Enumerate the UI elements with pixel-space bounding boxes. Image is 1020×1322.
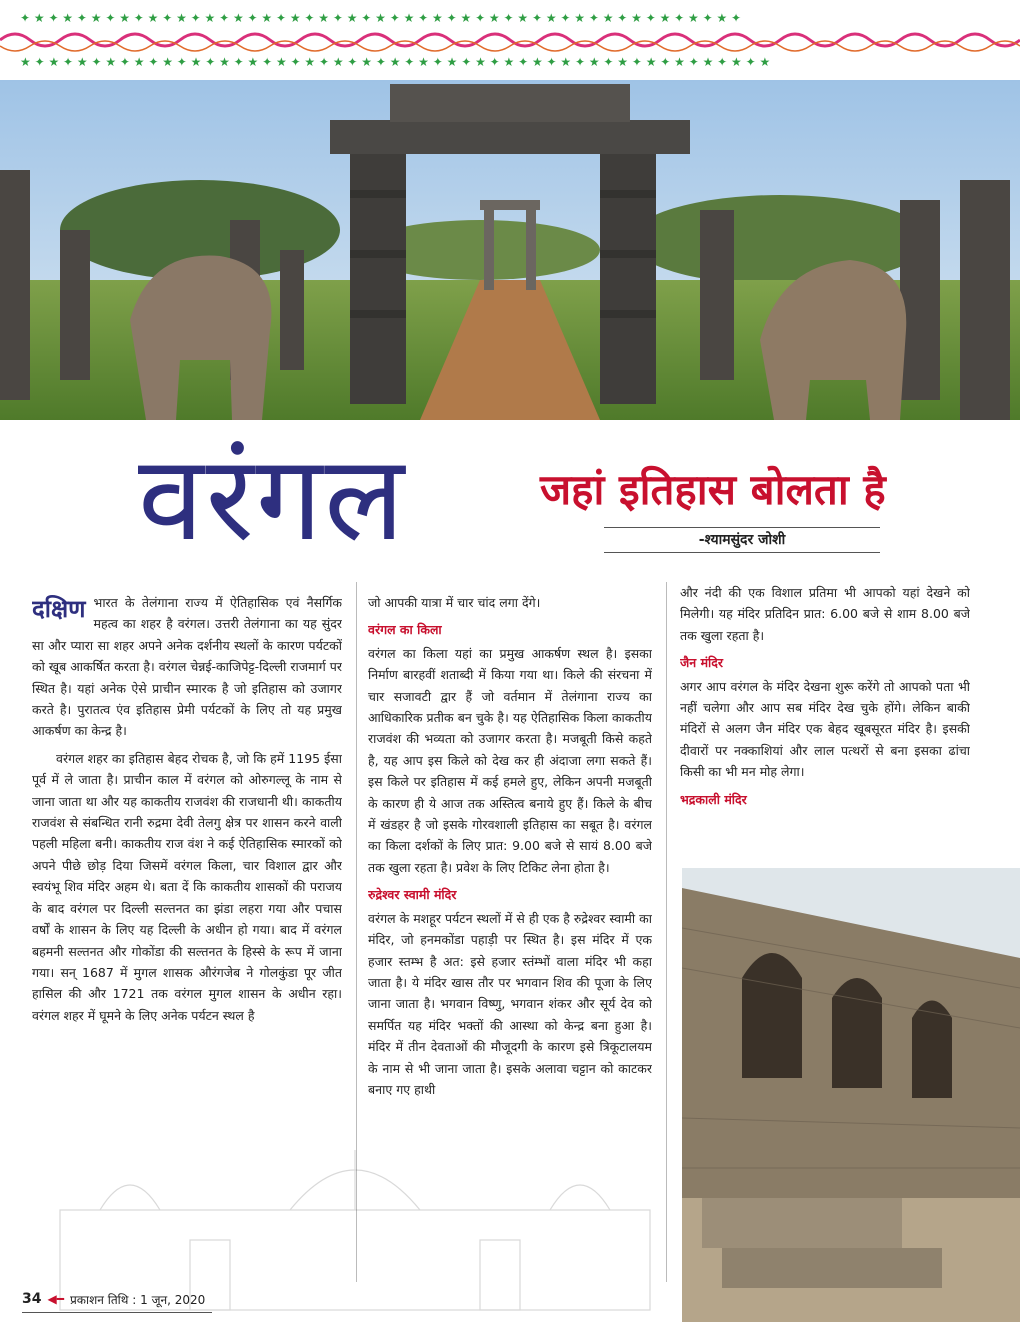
page-footer bbox=[22, 1288, 205, 1310]
paragraph: अगर आप वरंगल के मंदिर देखना शुरू करेंगे तो आपको पता भी नहीं चलेगा और आप सब मंदिर देख चुके होंगे। लेकिन बाकी मंदिरों से अलग जैन मंदिर एक बेहद खूबसूरत मंदिर है। इसकी दीवारों पर नक्काशियां और लाल पत्थरों से बना इसका ढांचा किसी का भी मन मोह लेगा। bbox=[680, 678, 970, 780]
paragraph: भारत के तेलंगाना राज्य में ऐतिहासिक एवं नैसर्गिक महत्व का शहर है वरंगल। उत्तरी तेलंगाना का यह सुंदर सा और प्यारा सा शहर अपने अनेक दर्शनीय स्थलों के कारण पर्यटकों को खूब आकर्षित करता है। वरंगल चेन्नई-काजिपेट्ट-दिल्ली राजमार्ग पर स्थित है। यहां अनेक ऐसे प्राचीन स्मारक है जो इतिहास को उजागर करते है। पुरातत्व एंव इतिहास प्रेमी पर्यटकों के लिए तो यह प्रमुख आकर्षण का केन्द्र है। bbox=[32, 595, 342, 739]
paragraph: और नंदी की एक विशाल प्रतिमा भी आपको यहां देखने को मिलेगी। यह मंदिर प्रतिदिन प्रात: 6.00 बजे से शाम 8.00 बजे तक खुला रहता है। bbox=[680, 585, 970, 643]
paragraph: वरंगल के मशहूर पर्यटन स्थलों में से ही एक है रुद्रेश्वर स्वामी का मंदिर, जो हनमकोंडा पहाड़ी पर स्थित है। इस मंदिर में एक हजार स्तम्भ है अत: इसे हजार स्तंम्भों वाला मंदिर भी कहा जाता है। ये मंदिर खास तौर पर भगवान शिव की पूजा के लिए जाना जाता है। भगवान विष्णु, भगवान शंकर और सूर्य देव को समर्पित यह मंदिर भक्तों की आस्था को केन्द्र बना हुआ है। मंदिर में तीन देवताओं की मौजूदगी के कारण इसे त्रिकूटालयम के नाम से भी जाना जाता है। इसके अलावा चट्टान को काटकर बनाए गए हाथी bbox=[368, 910, 652, 1097]
dropcap-word: दक्षिण bbox=[32, 595, 86, 623]
article-column-1 bbox=[32, 592, 342, 1260]
arrow-left-icon: ◀━ bbox=[47, 1292, 64, 1306]
hero-photo-warangal-gateway bbox=[0, 80, 1020, 420]
column-divider bbox=[356, 582, 357, 1282]
paragraph: वरंगल शहर का इतिहास बेहद रोचक है, जो कि हमें 1195 ईसा पूर्व में ले जाता है। प्राचीन काल में वरंगल को ओरुगल्लू के नाम से जाना जाता था और यह काकतीय राजवंश की राजधानी थी। काकतीय राजवंश से संबन्धित रानी रुद्रमा देवी तेलगु क्षेत्र पर शासन करने वाली पहली महिला बनी। काकतीय राज वंश ने कई ऐतिहासिक स्मारकों को अपने पीछे छोड़ दिया जिसमें वरंगल किला, चार विशाल द्वार और स्वयंभू शिव मंदिर अहम थे। बता दें कि काकतीय शासकों की पराजय के बाद वरंगल पर दिल्ली सल्तनत का झंडा लहरा गया और पचास वर्षों के शासन के लिए यह दिल्ली के अधीन हो गया। बाद में वरंगल बहमनी सल्तनत और गोकोंडा की सल्तनत के हिस्से के रूप में जाना गया। सन् 1687 में मुगल शासक औरंगजेब ने गोलकुंडा पूर जीत हासिल की और 1721 तक वरंगल मुगल शासन के अधीन रहा। वरंगल शहर में घूमने के लिए अनेक पर्यटन स्थल है bbox=[32, 750, 342, 1023]
section-heading-rudreshwar-temple: रुद्रेश्वर स्वामी मंदिर bbox=[368, 887, 457, 903]
publication-date: प्रकाशन तिथि : 1 जून, 2020 bbox=[69, 1292, 206, 1307]
page-subtitle: जहां इतिहास बोलता है bbox=[540, 465, 886, 514]
author-byline: -श्यामसुंदर जोशी bbox=[604, 527, 880, 553]
article-column-2 bbox=[368, 592, 652, 1250]
section-heading-jain-temple: जैन मंदिर bbox=[680, 655, 724, 671]
footer-rule bbox=[22, 1312, 212, 1313]
fort-ruins-photo bbox=[682, 868, 1020, 1322]
article-column-3 bbox=[680, 582, 970, 842]
page-title: वरंगल bbox=[138, 429, 407, 567]
svg-text:✦ ★ ✦ ★ ✦ ★ ✦ ★ ✦ ★ ✦ ★ ✦ ★ ✦: ✦ ★ ✦ ★ ✦ ★ ✦ ★ ✦ ★ ✦ ★ ✦ ★ ✦ ★ ✦ ★ ✦ ★ ✦ ★ ✦ ★ ✦ ★ ✦ ★ ✦ ★ ✦ ★ ✦ ★ ✦ ★ ✦ ★ ✦ ★ ✦ ★ ✦ ★ ✦ ★ ✦ ★ ✦ ★ ✦ bbox=[20, 11, 742, 25]
section-heading-warangal-fort: वरंगल का किला bbox=[368, 622, 442, 638]
page-number: 34 bbox=[22, 1291, 42, 1307]
paragraph: जो आपकी यात्रा में चार चांद लगा देंगे। bbox=[368, 595, 541, 610]
paragraph: वरंगल का किला यहां का प्रमुख आकर्षण स्थल है। इसका निर्माण बारहवीं शताब्दी में किया गया था। किले की संरचना में चार सजावटी द्वार हैं जो वर्तमान में तेलंगाना राज्य का आधिकारिक प्रतीक बन चुके है। यह ऐतिहासिक किला काकतीय राजवंश की भव्यता को उजागर करता है। मजबूती किसे कहते है, यह आप इस किले को देख कर ही अंदाजा लगा सकते हैं। इस किले पर इतिहास में कई हमले हुए, लेकिन अपनी मजबूती के कारण ही ये आज तक अस्तित्व बनाये हुए हैं। किले के बीच में खंडहर है जो इसके गोरवशाली इतिहास का सबूत है। वरंगल का किला दर्शकों के लिए प्रात: 9.00 बजे से सायं 8.00 बजे तक खुला रहता है। प्रवेश के लिए टिकिट लेना होता है। bbox=[368, 645, 652, 875]
column-divider bbox=[666, 582, 667, 1282]
svg-text:★ ✦ ★ ✦ ★ ✦ ★ ✦ ★ ✦ ★ ✦ ★ ✦ ★: ★ ✦ ★ ✦ ★ ✦ ★ ✦ ★ ✦ ★ ✦ ★ ✦ ★ ✦ ★ ✦ ★ ✦ ★ ✦ ★ ✦ ★ ✦ ★ ✦ ★ ✦ ★ ✦ ★ ✦ ★ ✦ ★ ✦ ★ ✦ ★ ✦ ★ ✦ ★ ✦ ★ ✦ ★ ✦ ★ ✦ ★ bbox=[20, 55, 771, 69]
section-heading-bhadrakali-temple: भद्रकाली मंदिर bbox=[680, 791, 747, 807]
decorative-border bbox=[0, 0, 1020, 80]
